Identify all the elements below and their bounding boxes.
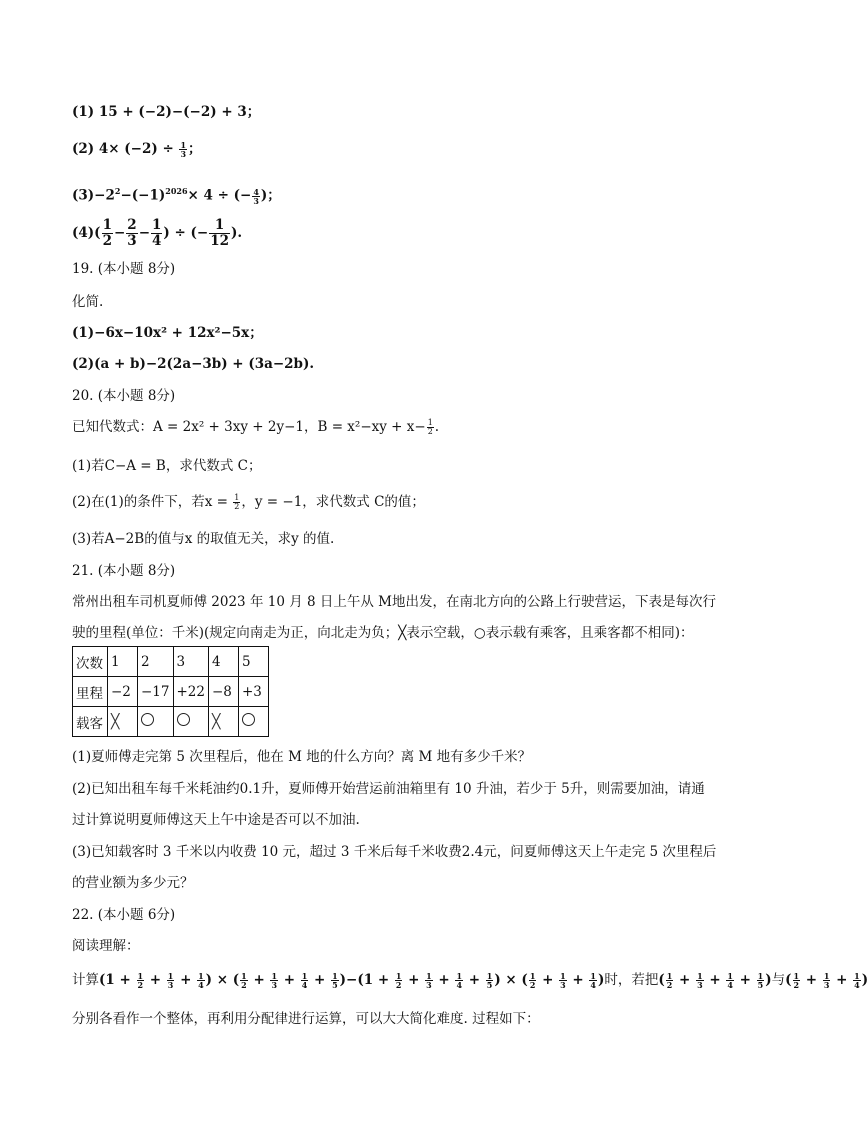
fraction: $\frac{2}{3}$: [127, 217, 137, 249]
row-label-load: 载客: [73, 707, 108, 737]
fraction: $\frac{1}{2}$: [102, 217, 112, 249]
fraction: $\frac{1}{4}$: [152, 217, 162, 249]
q19-intro: 化简.: [72, 294, 104, 310]
passenger-mark-icon: [242, 713, 255, 726]
row-label-distance: 里程: [73, 677, 108, 707]
count-cell: 5: [239, 647, 269, 677]
q21-part3-line2: 的营业额为多少元？: [72, 875, 194, 891]
q19-part1: (1)−6x−10x² + 12x²−5x；: [72, 325, 263, 341]
passenger-mark-icon: [177, 713, 190, 726]
distance-cell: −17: [138, 677, 174, 707]
q20-given: 已知代数式：A = 2x² + 3xy + 2y−1，B = x²−xy + x− $\frac{1}{2}$ .: [72, 418, 440, 436]
distance-cell: +22: [173, 677, 209, 707]
fraction: $\frac{1}{3}$: [180, 140, 187, 159]
q18-part3: $(3)-2^2-(-1)^{2026}\times 4$ ÷ (− $\frac{4}{3}$ )；: [72, 186, 281, 206]
q22-line2: 分别各看作一个整体，再利用分配律进行运算，可以大大简化难度. 过程如下：: [72, 1011, 540, 1027]
q21-intro-line1: 常州出租车司机夏师傅 2023 年 10 月 8 日上午从 M地出发，在南北方向的公路上行驶营运，下表是每次行: [72, 594, 716, 610]
distance-cell: −2: [108, 677, 138, 707]
table-row: [73, 707, 269, 737]
empty-mark-icon: ╳: [111, 713, 120, 730]
load-cell: [108, 707, 138, 737]
q21-part2-line1: (2)已知出租车每千米耗油约0.1升，夏师傅开始营运前油箱里有 10 升油，若少于 5升，则需要加油，请通: [72, 781, 705, 797]
q21-part2-line2: 过计算说明夏师傅这天上午中途是否可以不加油.: [72, 812, 360, 828]
q18-part1: (1) 15 + (−2)−(−2) + 3；: [72, 104, 261, 120]
table-row: [73, 677, 269, 707]
load-cell: [239, 707, 269, 737]
q21-part1: (1)夏师傅走完第 5 次里程后，他在 M 地的什么方向？离 M 地有多少千米？: [72, 749, 532, 765]
q19-part2: (2)(a + b)−2(2a−3b) + (3a−2b).: [72, 356, 315, 372]
empty-mark-icon: ╳: [212, 713, 221, 730]
row-label-count: 次数: [73, 647, 108, 677]
q19-header: 19. (本小题 8分): [72, 261, 176, 277]
fraction: $\frac{1}{2}$: [234, 493, 240, 511]
count-cell: 4: [209, 647, 239, 677]
count-cell: 1: [108, 647, 138, 677]
q22-calc-expression: 计算(1 + $\frac{1}{2}$ + $\frac{1}{3}$ + $\frac{1}{4}$ ) × ( $\frac{1}{2}$ + $\frac{1}{3}$ + $\frac{1}{4}$ + $\frac{1}{5}$ )−(1 + $\frac{1}{2}$ + $\frac{1}{3}$ + $\frac{1}{4}$ + $\frac{1}{5}$ ) × ( $\frac{1}{2}$ + $\frac{1}{3}$ + $\frac{1}{4}$ )时，若把( $\frac{1}{2}$ + $\frac{1}{3}$ + $\frac{1}{4}$ + $\frac{1}{5}$ )与( $\frac{1}{2}$ + $\frac{1}{3}$ + $\frac{1}{4}$ ): [72, 971, 868, 990]
q18-part2: (2) 4× (−2) ÷ $\frac{1}{3}$ ；: [72, 140, 202, 159]
q21-header: 21. (本小题 8分): [72, 563, 176, 579]
passenger-mark-icon: [141, 713, 154, 726]
load-cell: [209, 707, 239, 737]
distance-cell: +3: [239, 677, 269, 707]
count-cell: 3: [173, 647, 209, 677]
q20-header: 20. (本小题 8分): [72, 388, 176, 404]
load-cell: [138, 707, 174, 737]
trip-table: [72, 646, 269, 737]
q20-part1: (1)若C−A = B，求代数式 C；: [72, 458, 262, 474]
fraction: $\frac{4}{3}$: [253, 186, 259, 206]
q22-intro: 阅读理解：: [72, 938, 140, 954]
count-cell: 2: [138, 647, 174, 677]
fraction: $\frac{1}{12}$: [210, 217, 230, 249]
load-cell: [173, 707, 209, 737]
q20-part2: (2)在(1)的条件下，若x = $\frac{1}{2}$ ，y = −1，求代数式 C的值；: [72, 493, 425, 511]
q22-header: 22. (本小题 6分): [72, 907, 176, 923]
q21-intro-line2: 驶的里程(单位：千米)(规定向南走为正，向北走为负；╳表示空载，○表示载有乘客，且乘客都不相同)：: [72, 625, 694, 641]
table-row: [73, 647, 269, 677]
q18-part4: (4)( $\frac{1}{2}$ − $\frac{2}{3}$ − $\frac{1}{4}$ ) ÷ (− $\frac{1}{12}$ ).: [72, 217, 243, 249]
q20-part3: (3)若A−2B的值与x 的取值无关，求y 的值.: [72, 531, 335, 547]
q21-part3-line1: (3)已知载客时 3 千米以内收费 10 元，超过 3 千米后每千米收费2.4元，问夏师傅这天上午走完 5 次里程后: [72, 844, 717, 860]
fraction: $\frac{1}{2}$: [427, 418, 433, 436]
distance-cell: −8: [209, 677, 239, 707]
